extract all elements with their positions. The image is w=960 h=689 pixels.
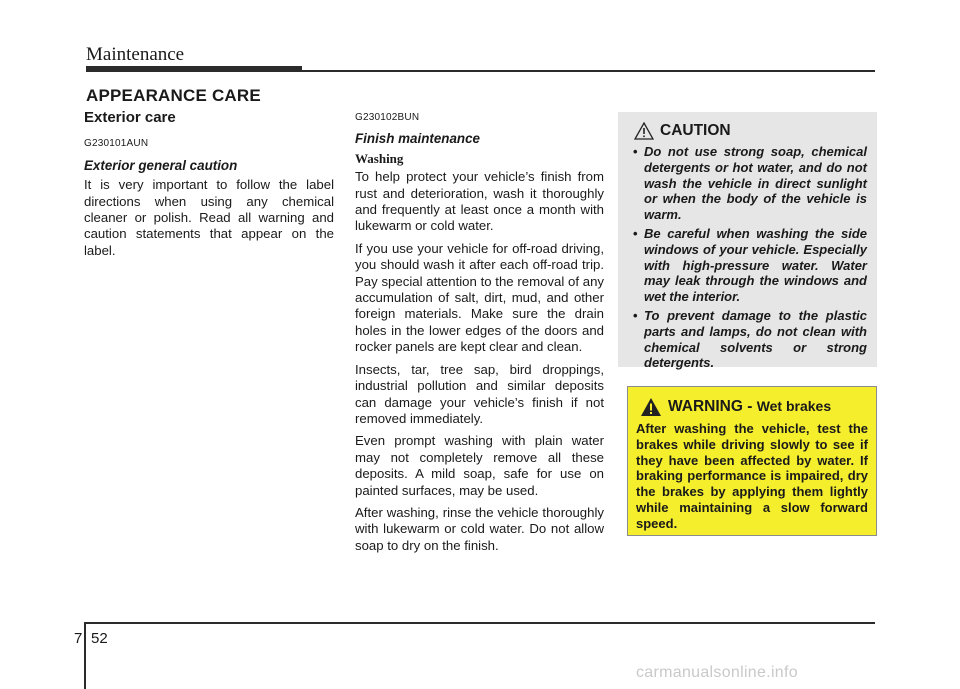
caution-item: • Do not use strong soap, chemical detergents or hot water, and do not wash the vehicle in direct sunlight or when the body of the vehicle is warm.: [630, 144, 867, 223]
page-number: 52: [91, 630, 108, 647]
header-rule-thin: [302, 70, 875, 72]
section-code: G230102BUN: [355, 112, 420, 123]
exterior-general-caution-heading: Exterior general caution: [84, 157, 238, 173]
watermark: carmanualsonline.info: [636, 664, 798, 681]
finish-maintenance-heading: Finish maintenance: [355, 131, 481, 147]
warning-title-text: WARNING -: [668, 398, 757, 415]
body-paragraph: If you use your vehicle for off-road driving, you should wash it after each off-road trip. Pay special attention to the removal of any accumulation of salt, dirt, mud, and other foreign materials. Make sure the drain holes in the lower edges of the doors and rocker panels are kept clear and clean.: [355, 240, 604, 355]
section-code: G230101AUN: [84, 138, 149, 150]
warning-header: [640, 397, 868, 417]
section-title: APPEARANCE CARE: [86, 86, 261, 105]
exterior-caution-paragraph: It is very important to follow the label directions when using any chemical cleaner or polish. Read all warning and caution statements that appear on the label.: [84, 177, 334, 258]
middle-column: [355, 110, 604, 560]
caution-header: [634, 122, 867, 140]
caution-title: CAUTION: [660, 122, 731, 139]
washing-label: Washing: [355, 150, 404, 166]
footer-divider: [84, 622, 86, 689]
warning-title: [668, 398, 831, 416]
exterior-care-heading: Exterior care: [84, 109, 176, 126]
chapter-number: 7: [74, 630, 83, 647]
warning-triangle-icon: [640, 397, 662, 417]
caution-list: [630, 144, 867, 371]
body-paragraph: Even prompt washing with plain water may not completely remove all these deposits. A mild soap, safe for use on painted surfaces, may be used.: [355, 433, 604, 498]
caution-item: • Be careful when washing the side windows of your vehicle. Especially with high-pressure water. Water may leak through the windows and wet the interior.: [630, 226, 867, 305]
header-title: Maintenance: [86, 44, 185, 65]
footer-rule: [86, 622, 875, 624]
caution-item: • To prevent damage to the plastic parts and lamps, do not clean with chemical solvents or strong detergents.: [630, 308, 867, 371]
caution-triangle-icon: [634, 122, 654, 140]
warning-text: After washing the vehicle, test the brakes while driving slowly to see if they have been affected by water. If braking performance is impaired, dry the brakes by applying them lightly while maintaining a slow forward speed.: [636, 421, 868, 531]
body-paragraph: After washing, rinse the vehicle thoroughly with lukewarm or cold water. Do not allow soap to dry on the finish.: [355, 504, 604, 553]
header-rule-thick: [86, 66, 302, 72]
warning-subtitle: Wet brakes: [756, 398, 832, 414]
body-paragraph: To help protect your vehicle’s finish from rust and deterioration, wash it thoroughly and frequently at least once a month with lukewarm or cold water.: [355, 169, 604, 234]
warning-box: [627, 386, 877, 536]
left-column: [84, 110, 334, 265]
caution-box: [618, 112, 877, 371]
body-paragraph: Insects, tar, tree sap, bird droppings, industrial pollution and similar deposits can damage your vehicle’s finish if not removed immediately.: [355, 361, 604, 426]
